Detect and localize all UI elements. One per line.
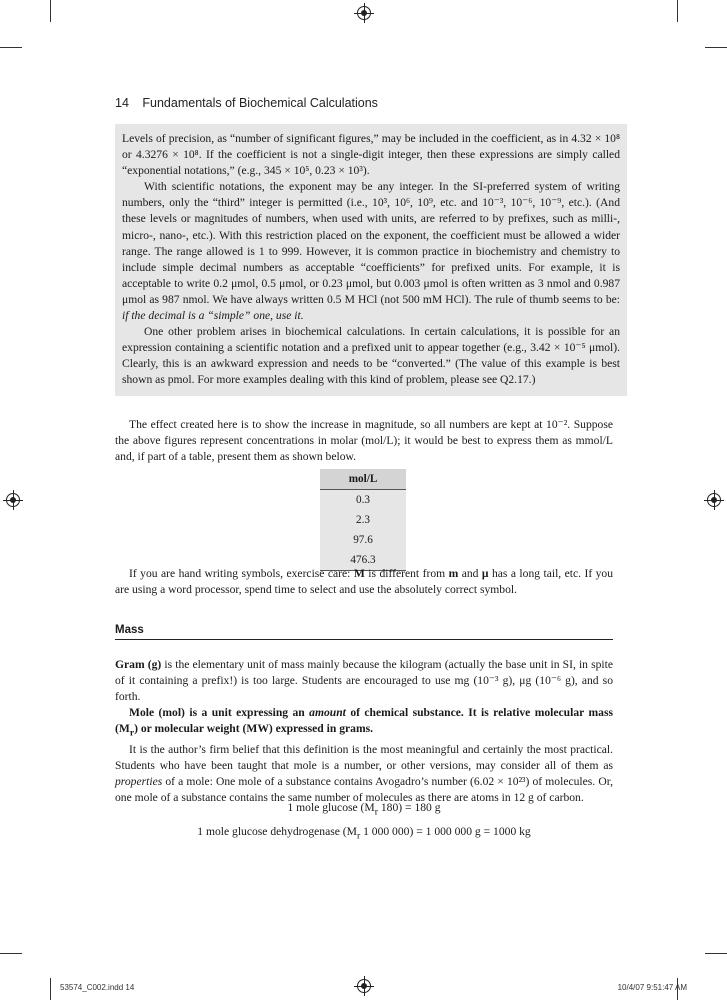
registration-mark-icon	[6, 493, 20, 507]
mol-table	[320, 469, 406, 571]
table-row	[320, 530, 406, 550]
book-title: Fundamentals of Biochemical Calculations	[142, 96, 378, 110]
symbol-M: M	[353, 567, 365, 580]
crop-mark	[0, 953, 22, 954]
rule-of-thumb: if the decimal is a “simple” one, use it.	[122, 309, 304, 323]
box-paragraph-2	[122, 179, 620, 324]
belief-text: It is the author’s firm belief that this definition is the most meaningful and certainly the most practical. Students who have been taught that mole is a number, or other versions, may consider all of them as	[115, 742, 613, 772]
symbol-mu: μ	[481, 567, 489, 580]
intro-paragraph: The effect created here is to show the increase in magnitude, so all numbers are kept at 10⁻². Suppose the above figures represent concentrations in molar (mol/L); it would be best to express them as mmol/L and, if part of a table, present them as shown below.	[115, 418, 613, 464]
symbols-text: has a long tail, etc. If you are using a word processor, spend time to select and use the absolutely correct symbol.	[115, 567, 614, 597]
symbol-m: m	[448, 567, 459, 580]
table-row	[320, 510, 406, 530]
shaded-note-box	[115, 124, 627, 396]
running-head	[115, 96, 378, 110]
box-paragraph-1: Levels of precision, as “number of significant figures,” may be included in the coefficient, as in 4.32 × 10⁸ or 4.3276 × 10⁸. If the coefficient is not a single-digit integer, then these expressions are simply called “exponential notations,” (e.g., 345 × 10⁵, 0.23 × 10³).	[122, 132, 620, 178]
box-paragraph-3: One other problem arises in biochemical calculations. In certain calculations, it is possible for an expression containing a scientific notation and a prefixed unit to appear together (e.g., 3.42 × 10⁻⁵ μmol). Clearly, this is an awkward expression and needs to be “converted.” (The value of this example is best shown as pmol. For more examples dealing with this kind of problem, please see Q2.17.)	[122, 325, 620, 387]
crop-mark	[50, 0, 51, 22]
mole-definition	[115, 705, 613, 742]
crop-mark	[705, 953, 727, 954]
subscript: r	[356, 830, 361, 842]
mass-section-body	[115, 657, 613, 806]
gram-text: is the elementary unit of mass mainly because the kilogram (actually the base unit in SI, in spite of it containing a prefix!) is too large. Students are encouraged to use mg (10⁻³ g), μg (10⁻⁶ g), and so forth.	[115, 658, 613, 704]
subscript: r	[374, 806, 378, 818]
crop-mark	[677, 0, 678, 22]
footer-file-slug: 53574_C002.indd 14	[60, 983, 135, 992]
crop-mark	[705, 47, 727, 48]
equation-glucose	[115, 801, 613, 817]
crop-mark	[0, 47, 22, 48]
symbols-paragraph-block	[115, 566, 613, 598]
equation-text: 1 mole glucose (M	[287, 801, 375, 814]
belief-paragraph	[115, 742, 613, 806]
symbols-text: If you are hand writing symbols, exercise care:	[129, 567, 351, 580]
table-cell: 97.6	[320, 530, 406, 550]
table-cell: 0.3	[320, 490, 406, 511]
table-cell: 476.3	[320, 550, 406, 571]
equation-text: 180) = 180 g	[377, 801, 441, 814]
box-paragraph-2-text: With scientific notations, the exponent may be any integer. In the SI-preferred system of writing numbers, only the “third” integer is permitted (i.e., 10³, 10⁶, 10⁹, etc. and 10⁻³, 10⁻⁶, 10⁻⁹, etc.). (And these levels or magnitudes of numbers, when used with units, are referred to by prefixes, such as milli-, micro-, nano-, etc.). With this restriction placed on the exponent, the coefficient must be allowed a wider range. The range allowed is 1 to 999. However, it is common practice in biochemistry and chemistry to include simple decimal numbers as acceptable “coefficients” for prefixed units. For example, it is acceptable to write 0.2 μmol, 0.5 μmol, or 0.23 μmol, but 0.003 μmol is often written as 3 nmol and 0.987 μmol as 987 nmol. We have always written 0.5 M HCl (not 500 mM HCl). The rule of thumb seems to be:	[122, 180, 620, 306]
mole-def-amount: amount	[309, 706, 346, 720]
equation-text: 1 mole glucose dehydrogenase (M	[197, 825, 357, 838]
page-number: 14	[115, 96, 129, 110]
belief-text: of a mole: One mole of a substance contains Avogadro’s number (6.02 × 10²³) of molecules. Or, one mole of a substance contains the same number of molecules as there are atoms in 12 g of carbon.	[115, 774, 613, 805]
table-row	[320, 490, 406, 511]
footer-timestamp: 10/4/07 9:51:47 AM	[617, 983, 687, 992]
symbols-paragraph	[115, 566, 613, 598]
equation-glucose-dehydrogenase	[115, 825, 613, 841]
registration-mark-icon	[707, 493, 721, 507]
mole-def-text: Mole (mol) is a unit expressing an	[129, 706, 305, 720]
crop-mark	[50, 978, 51, 1000]
table-cell: 2.3	[320, 510, 406, 530]
mole-def-text: ) or molecular weight (MW) expressed in grams.	[134, 722, 374, 736]
registration-mark-icon	[357, 979, 371, 993]
table-header: mol/L	[320, 469, 406, 490]
gram-paragraph	[115, 657, 613, 705]
section-heading: Mass	[115, 624, 613, 640]
mole-def-text: of chemical substance. It is relative molecular mass (M	[115, 706, 613, 736]
symbols-text: and	[461, 567, 479, 580]
intro-paragraph-block	[115, 417, 613, 465]
subscript: r	[129, 727, 135, 739]
equation-text: 1 000 000) = 1 000 000 g = 1000 kg	[360, 825, 531, 838]
gram-term: Gram (g)	[115, 658, 162, 671]
symbols-text: is different from	[368, 567, 446, 580]
registration-mark-icon	[357, 6, 371, 20]
belief-italic: properties	[115, 774, 163, 788]
